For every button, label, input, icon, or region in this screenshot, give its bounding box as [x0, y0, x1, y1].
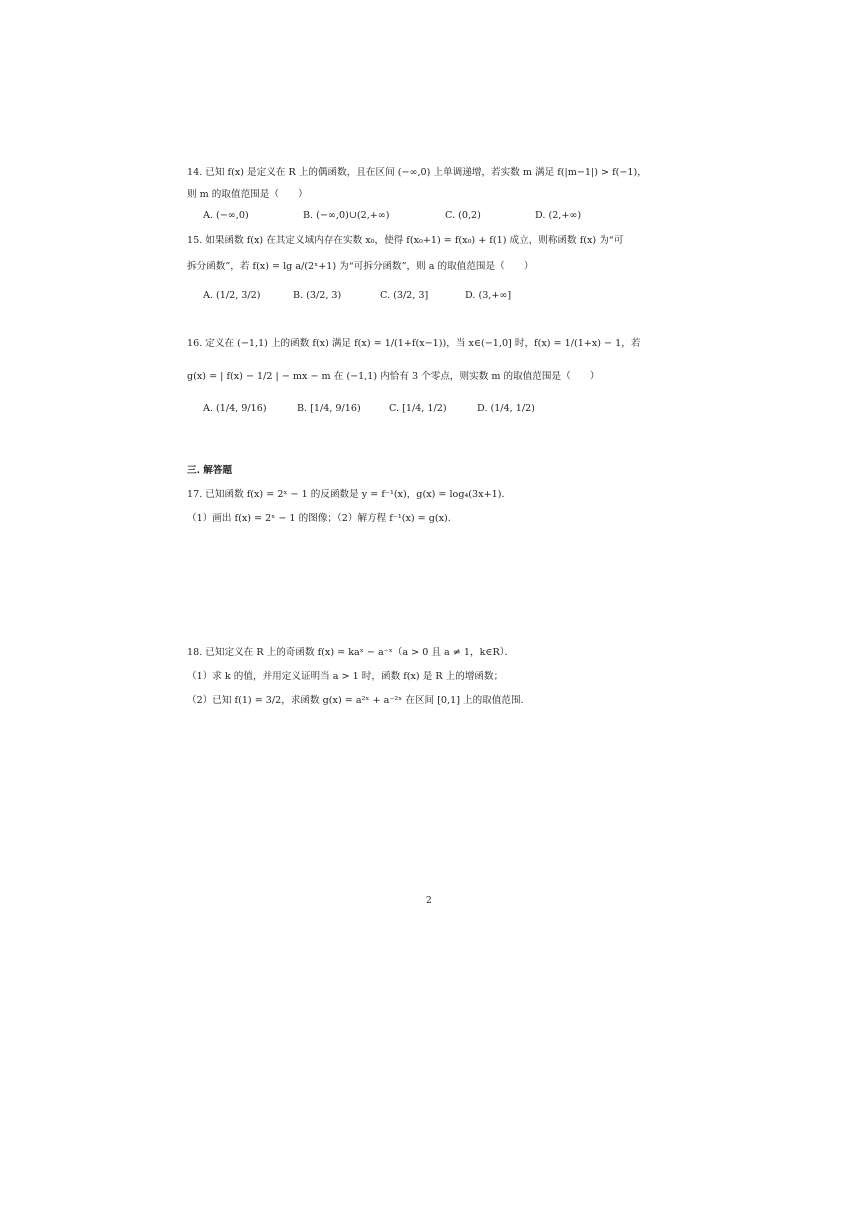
q16-option-a: A. (1/4, 9/16)	[203, 403, 267, 414]
q18-line-2: （1）求 k 的值，并用定义证明当 a > 1 时，函数 f(x) 是 R 上的增函数；	[187, 671, 504, 682]
q14-line-1: 14. 已知 f(x) 是定义在 R 上的偶函数，且在区间 (−∞,0) 上单调递增，若实数 m 满足 f(|m−1|) > f(−1)，	[187, 167, 647, 178]
q16-line-2: g(x) = | f(x) − 1/2 | − mx − m 在 (−1,1) 内恰有 3 个零点，则实数 m 的取值范围是（ ）	[187, 371, 600, 382]
q14-line-2: 则 m 的取值范围是（ ）	[187, 189, 308, 200]
q15-option-c: C. (3/2, 3]	[380, 290, 429, 301]
q14-option-a: A. (−∞,0)	[203, 210, 249, 221]
q18-line-1: 18. 已知定义在 R 上的奇函数 f(x) = kaˣ − a⁻ˣ（a > 0 且 a ≠ 1，k∈R）．	[187, 647, 515, 658]
q14-option-c: C. (0,2)	[445, 210, 481, 221]
section-heading: 三. 解答题	[187, 465, 233, 476]
q16-option-d: D. (1/4, 1/2)	[477, 403, 535, 414]
q16-option-c: C. [1/4, 1/2)	[389, 403, 447, 414]
q15-option-b: B. (3/2, 3)	[293, 290, 342, 301]
q15-line-1: 15. 如果函数 f(x) 在其定义域内存在实数 x₀，使得 f(x₀+1) = f(x₀) + f(1) 成立，则称函数 f(x) 为“可	[187, 235, 624, 246]
q17-line-1: 17. 已知函数 f(x) = 2ˣ − 1 的反函数是 y = f⁻¹(x)，g(x) = log₄(3x+1)．	[187, 489, 512, 500]
q15-line-2: 拆分函数”，若 f(x) = lg a/(2ˣ+1) 为“可拆分函数”，则 a 的取值范围是（ ）	[187, 261, 534, 272]
q15-option-a: A. (1/2, 3/2)	[203, 290, 261, 301]
q15-option-d: D. (3,+∞]	[465, 290, 512, 301]
page-number: 2	[426, 896, 432, 906]
q18-line-3: （2）已知 f(1) = 3/2，求函数 g(x) = a²ˣ + a⁻²ˣ 在区间 [0,1] 上的取值范围.	[187, 695, 524, 706]
q16-line-1: 16. 定义在 (−1,1) 上的函数 f(x) 满足 f(x) = 1/(1+f(x−1))，当 x∈(−1,0] 时，f(x) = 1/(1+x) − 1，若	[187, 338, 641, 349]
q14-option-d: D. (2,+∞)	[535, 210, 582, 221]
q14-option-b: B. (−∞,0)∪(2,+∞)	[303, 210, 390, 221]
q17-line-2: （1）画出 f(x) = 2ˣ − 1 的图像；（2）解方程 f⁻¹(x) = g(x)．	[187, 513, 458, 524]
q16-option-b: B. [1/4, 9/16)	[297, 403, 361, 414]
